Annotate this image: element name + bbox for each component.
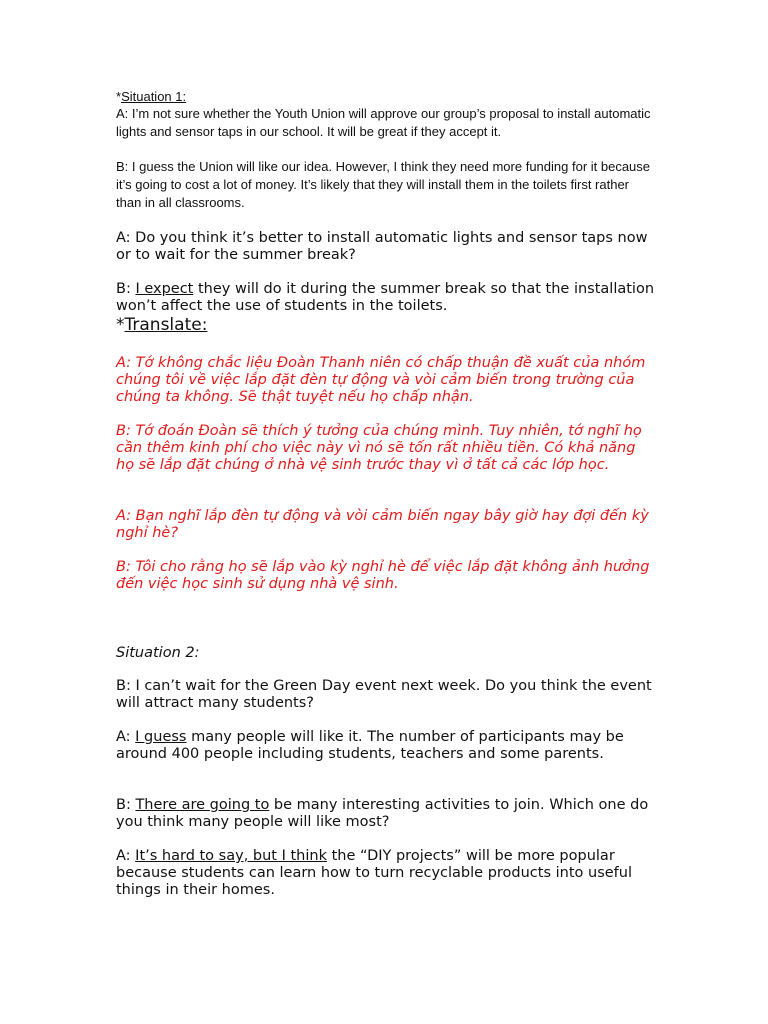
line-rest: many people will like it. The number of participants may be around 400 people including students, teachers and some parents. [116,729,624,762]
underlined-phrase: There are going to [135,797,270,813]
heading-star: * [116,89,122,104]
line-rest: the “DIY projects” will be more popular because students can learn how to turn recyclable products into useful things in their homes. [116,848,632,898]
situation-1-heading [116,88,656,106]
heading-text: Translate: [124,315,208,335]
underlined-phrase: It’s hard to say, but I think [135,848,327,864]
situation-1-line-c: A: Do you think it’s better to install automatic lights and sensor taps now or to wait for the summer break? [116,230,648,263]
situation-2-line-4 [116,848,656,899]
speaker-prefix: A: [116,848,136,864]
situation-2-heading: Situation 2: [116,645,200,661]
underlined-phrase: I expect [135,281,194,297]
situation-1-line-b: B: I guess the Union will like our idea. However, I think they need more funding for it because it’s going to cost a lot of money. It’s likely that they will install them in the toilets first rather than in all classrooms. [116,159,651,210]
translate-line-4: B: Tôi cho rằng họ sẽ lắp vào kỳ nghỉ hè để việc lắp đặt không ảnh hưởng đến việc học sinh sử dụng nhà vệ sinh. [116,559,650,592]
heading-text: Situation 1: [121,89,187,104]
heading-star: * [116,315,125,335]
speaker-prefix: B: [116,281,136,297]
speaker-prefix: B: [116,797,136,813]
situation-2-line-3 [116,797,656,831]
situation-2-line-2 [116,729,656,763]
translate-heading [116,315,656,335]
line-rest: be many interesting activities to join. Which one do you think many people will like most? [116,797,649,830]
translate-line-2: B: Tớ đoán Đoàn sẽ thích ý tưởng của chúng mình. Tuy nhiên, tớ nghĩ họ cần thêm kinh phí cho việc này vì nó sẽ tốn rất nhiều tiền. Có khả năng họ sẽ lắp đặt chúng ở nhà vệ sinh trước thay vì ở tất cả các lớp học. [116,423,642,473]
situation-2-line-1: B: I can’t wait for the Green Day event next week. Do you think the event will attract many students? [116,678,652,711]
speaker-prefix: A: [116,729,136,745]
translate-line-1: A: Tớ không chắc liệu Đoàn Thanh niên có chấp thuận đề xuất của nhóm chúng tôi về việc lắp đặt đèn tự động và vòi cảm biến trong trường của chúng ta không. Sẽ thật tuyệt nếu họ chấp nhận. [116,355,646,405]
translate-line-3: A: Bạn nghĩ lắp đèn tự động và vòi cảm biến ngay bây giờ hay đợi đến kỳ nghỉ hè? [116,508,649,541]
situation-1-line-d [116,281,656,315]
underlined-phrase: I guess [135,729,187,745]
situation-1-line-a: A: I’m not sure whether the Youth Union will approve our group’s proposal to install automatic lights and sensor taps in our school. It will be great if they accept it. [116,106,651,139]
line-rest: they will do it during the summer break so that the installation won’t affect the use of students in the toilets. [116,281,655,314]
